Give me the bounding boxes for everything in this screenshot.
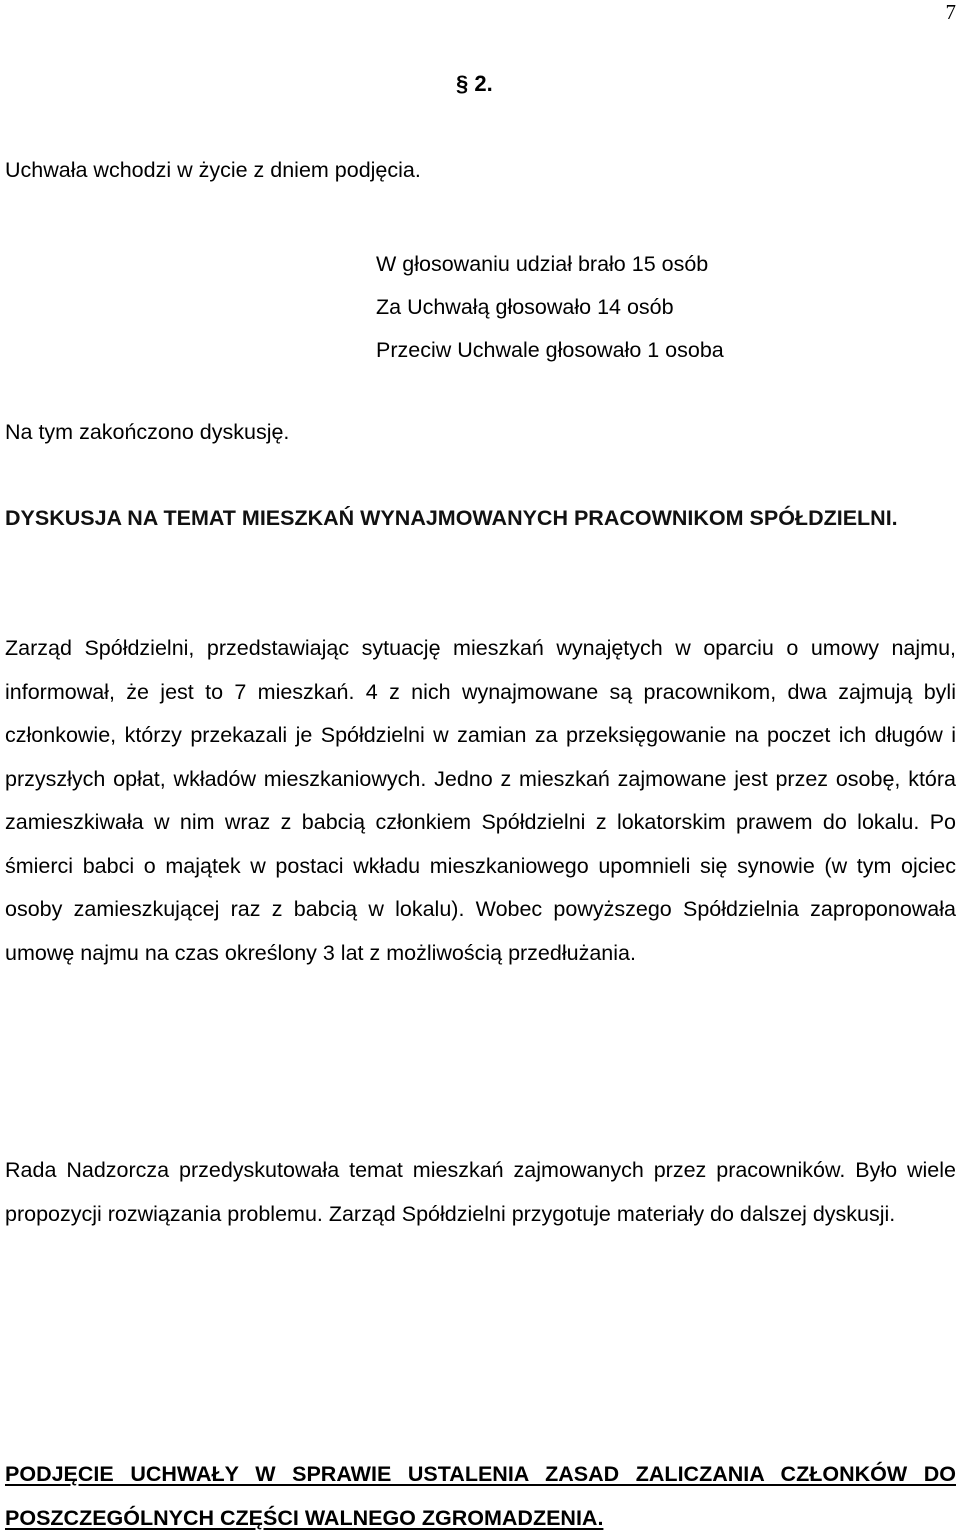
page-number: 7	[945, 0, 956, 24]
paragraph-board: Zarząd Spółdzielni, przedstawiając sytuację mieszkań wynajętych w oparciu o umowy najmu, informował, że jest to 7 mieszkań. 4 z nich wynajmowane są pracownikom, dwa zajmują byli członkowie, którzy przekazali je Spółdzielni w zamian za przeksięgowanie na poczet ich długów i przyszłych opłat, wkładów mieszkaniowych. Jedno z mieszkań zajmowane jest przez osobę, która zamieszkiwała w nim wraz z babcią członkiem Spółdzielni z lokatorskim prawem do lokalu. Po śmierci babci o majątek w postaci wkładu mieszkaniowego upomnieli się synowie (w tym ojciec osoby zamieszkującej raz z babcią w lokalu). Wobec powyższego Spółdzielnia zaproponowała umowę najmu na czas określony 3 lat z możliwością przedłużania.	[5, 636, 956, 965]
voting-against: Przeciw Uchwale głosowało 1 osoba	[376, 338, 724, 362]
section-heading: § 2.	[456, 71, 493, 96]
paragraph-council: Rada Nadzorcza przedyskutowała temat mieszkań zajmowanych przez pracowników. Było wiele propozycji rozwiązania problemu. Zarząd Spółdzielni przygotuje materiały do dalszej dyskusji.	[5, 1158, 956, 1226]
voting-for: Za Uchwałą głosowało 14 osób	[376, 295, 674, 319]
discussion-closed: Na tym zakończono dyskusję.	[5, 420, 290, 444]
voting-participated: W głosowaniu udział brało 15 osób	[376, 252, 709, 276]
discussion-heading: DYSKUSJA NA TEMAT MIESZKAŃ WYNAJMOWANYCH PRACOWNIKOM SPÓŁDZIELNI.	[5, 506, 898, 530]
resolution-text: Uchwała wchodzi w życie z dniem podjęcia.	[5, 158, 421, 182]
voting-results	[376, 243, 724, 372]
resolution-heading: PODJĘCIE UCHWAŁY W SPRAWIE USTALENIA ZASAD ZALICZANIA CZŁONKÓW DO POSZCZEGÓLNYCH CZĘŚCI WALNEGO ZGROMADZENIA.	[5, 1462, 956, 1530]
